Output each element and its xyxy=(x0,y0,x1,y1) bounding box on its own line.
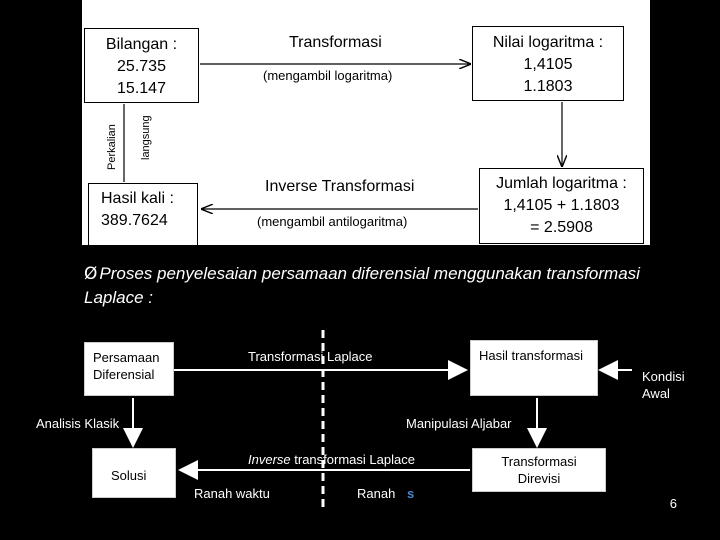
perkalian-label: Perkalian xyxy=(106,124,118,170)
jumlah-logaritma-line-2: = 2.5908 xyxy=(530,219,593,236)
solusi-box xyxy=(92,448,176,498)
manipulasi-aljabar-label: Manipulasi Aljabar xyxy=(406,416,512,431)
inverse-laplace-label xyxy=(248,452,415,467)
hasil-transformasi-box xyxy=(470,340,598,396)
bullet-marker: Ø xyxy=(84,264,98,284)
ranah-s-label xyxy=(357,486,414,501)
page-number: 6 xyxy=(669,496,677,511)
bullet-content: Proses penyelesaian persamaan diferensial menggunakan transformasi Laplace : xyxy=(84,264,640,307)
langsung-label: langsung xyxy=(140,115,152,160)
kondisi-awal-label xyxy=(642,368,685,402)
jumlah-logaritma-title: Jumlah logaritma : xyxy=(496,175,627,192)
inverse-transformasi-label: Inverse Transformasi xyxy=(265,178,415,195)
solusi-label: Solusi xyxy=(111,468,147,483)
ranah-waktu-label: Ranah waktu xyxy=(194,486,270,501)
persamaan-line-2: Diferensial xyxy=(93,367,155,382)
hasil-kali-value: 389.7624 xyxy=(101,212,168,229)
persamaan-line-1: Persamaan xyxy=(93,350,160,365)
bilangan-title: Bilangan : xyxy=(105,36,178,53)
direvisi-line-1: Transformasi xyxy=(501,454,577,469)
kondisi-line-2: Awal xyxy=(642,386,670,401)
bilangan-value-2: 15.147 xyxy=(117,80,166,97)
nilai-logaritma-value-2: 1.1803 xyxy=(523,78,573,95)
transformasi-direvisi-box xyxy=(472,448,606,492)
hasil-transformasi-label: Hasil transformasi xyxy=(479,348,584,363)
inverse-rest-label: transformasi Laplace xyxy=(290,452,415,467)
kondisi-line-1: Kondisi xyxy=(642,369,685,384)
transformasi-label: Transformasi xyxy=(289,34,382,51)
persamaan-diferensial-box xyxy=(84,342,174,396)
ranah-word: Ranah xyxy=(357,486,396,501)
nilai-logaritma-title: Nilai logaritma : xyxy=(492,34,604,51)
inverse-transformasi-sublabel: (mengambil antilogaritma) xyxy=(257,214,408,229)
jumlah-logaritma-line-1: 1,4105 + 1.1803 xyxy=(503,197,620,214)
direvisi-line-2: Direvisi xyxy=(517,471,561,486)
bilangan-value-1: 25.735 xyxy=(117,58,166,75)
transformasi-sublabel: (mengambil logaritma) xyxy=(263,68,393,83)
nilai-logaritma-value-1: 1,4105 xyxy=(523,56,573,73)
ranah-s-symbol: s xyxy=(406,486,415,501)
analisis-klasik-label: Analisis Klasik xyxy=(36,416,120,431)
transformasi-laplace-label: Transformasi Laplace xyxy=(248,349,373,364)
hasil-kali-title: Hasil kali : xyxy=(101,190,174,207)
inverse-italic-label: Inverse xyxy=(248,452,291,467)
